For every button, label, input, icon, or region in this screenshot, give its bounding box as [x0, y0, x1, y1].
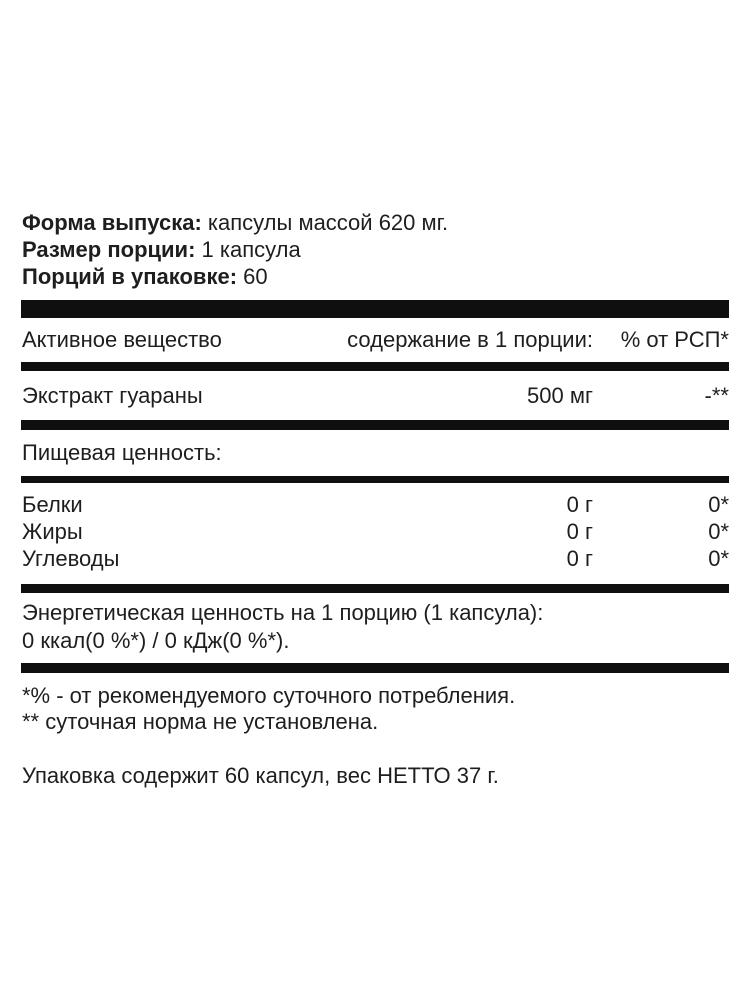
guarana-rsp: -** [704, 382, 729, 408]
fat-amount: 0 г [566, 518, 593, 544]
nutrition-section-title [22, 430, 729, 476]
carbs-rsp: 0* [708, 545, 729, 571]
serving-size-value: 1 капсула [195, 237, 301, 262]
table-row-carbs [22, 545, 729, 572]
divider-under-nutrition-title [21, 476, 729, 483]
form-line [22, 209, 729, 236]
serving-size-line [22, 236, 729, 263]
footnote-no-norm: ** суточная норма не установлена. [22, 709, 379, 734]
form-value: капсулы массой 620 мг. [201, 210, 449, 235]
protein-name: Белки [22, 491, 83, 517]
fat-rsp: 0* [708, 518, 729, 544]
header-percent-rsp: % от РСП* [620, 327, 729, 352]
divider-under-energy [21, 663, 729, 673]
nutrition-title-text: Пищевая ценность: [22, 440, 222, 465]
divider-under-guarana [21, 420, 729, 430]
servings-per-pack-line [22, 263, 729, 290]
footnote-rsp: *% - от рекомендуемого суточного потребления. [22, 683, 516, 708]
servings-per-pack-label: Порций в упаковке: [22, 264, 238, 289]
fat-name: Жиры [22, 518, 83, 544]
table-row-fat [22, 518, 729, 545]
active-table-header [22, 318, 729, 362]
guarana-name: Экстракт гуараны [22, 382, 203, 408]
footnotes-block [22, 673, 729, 735]
nutrition-rows [22, 483, 729, 572]
table-row-guarana [22, 371, 729, 420]
table-row-protein [22, 491, 729, 518]
form-label: Форма выпуска: [22, 210, 202, 235]
package-contents-text: Упаковка содержит 60 капсул, вес НЕТТО 37 г. [22, 763, 499, 788]
divider-thick-top [21, 300, 729, 318]
divider-under-nutrition-rows [21, 584, 729, 593]
product-info-block [22, 209, 729, 290]
energy-line-1: Энергетическая ценность на 1 порцию (1 капсула): [22, 600, 544, 625]
header-per-serving: содержание в 1 порции: [347, 327, 593, 352]
energy-line-2: 0 ккал(0 %*) / 0 кДж(0 %*). [22, 628, 290, 653]
energy-value-block [22, 593, 729, 655]
package-contents-line [22, 762, 729, 789]
carbs-amount: 0 г [566, 545, 593, 571]
header-active-substance: Активное вещество [22, 327, 222, 352]
serving-size-label: Размер порции: [22, 237, 196, 262]
servings-per-pack-value: 60 [237, 264, 268, 289]
carbs-name: Углеводы [22, 545, 120, 571]
protein-amount: 0 г [566, 491, 593, 517]
guarana-amount: 500 мг [527, 382, 593, 408]
protein-rsp: 0* [708, 491, 729, 517]
divider-under-header [21, 362, 729, 371]
